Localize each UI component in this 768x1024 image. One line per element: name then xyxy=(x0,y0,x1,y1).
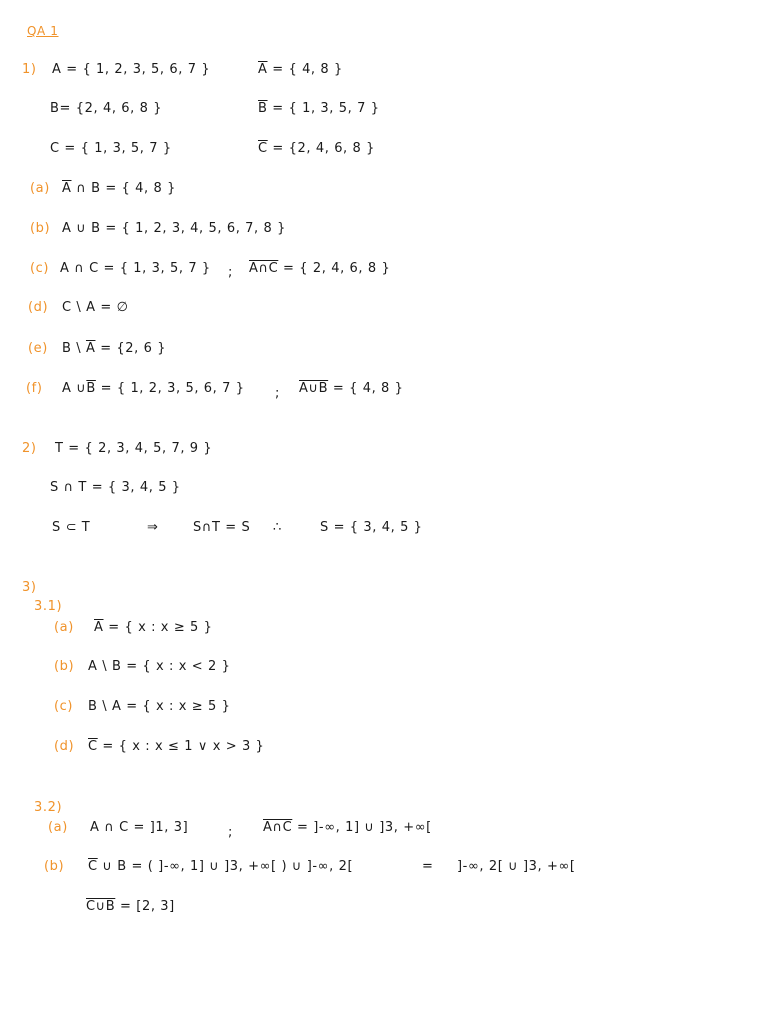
q3-1-part-c-label: (c) xyxy=(54,699,74,714)
question-1-number: 1) xyxy=(22,62,37,77)
set-t-definition: T = { 2, 3, 4, 5, 7, 9 } xyxy=(55,441,213,456)
q3-2-part-a-answer: A ∩ C = ]1, 3] xyxy=(90,820,189,835)
q3-subsection-2: 3.2) xyxy=(34,800,63,815)
set-b-complement xyxy=(258,101,380,117)
q3-1-part-d-answer xyxy=(88,739,264,755)
q1f-prefix: A ∪ xyxy=(62,381,87,396)
a-complement-value: = { 4, 8 } xyxy=(272,62,343,77)
q3-1-part-d-label: (d) xyxy=(54,739,75,754)
s-intersect-t: S ∩ T = { 3, 4, 5 } xyxy=(50,480,181,495)
q1-part-e-answer xyxy=(62,341,166,357)
q1-part-f-answer xyxy=(62,381,245,397)
set-c-complement xyxy=(258,141,375,157)
q1e-complement-symbol: $\overline{A}$ xyxy=(85,341,96,356)
q1c-complement-symbol: A∩C xyxy=(249,261,279,276)
q3-1-part-c-answer: B \ A = { x : x ≥ 5 } xyxy=(88,699,231,714)
q31d-complement-symbol: $\overline{C}$ xyxy=(88,739,98,754)
q1-part-d-answer: C \ A = ∅ xyxy=(62,300,129,315)
q1-part-c-complement xyxy=(249,261,390,277)
q3-1-part-b-answer: A \ B = { x : x < 2 } xyxy=(88,659,231,674)
q32a-complement-value: = ]-∞, 1] ∪ ]3, +∞[ xyxy=(297,820,432,835)
q3-2-part-b-complement xyxy=(86,899,175,915)
set-c-definition: C = { 1, 3, 5, 7 } xyxy=(50,141,172,156)
s-subset-t: S ⊂ T xyxy=(52,520,91,535)
q32b-expression: ∪ B = ( ]-∞, 1] ∪ ]3, +∞[ ) ∪ ]-∞, 2[ xyxy=(102,859,354,874)
q1f-result: = { 1, 2, 3, 5, 6, 7 } xyxy=(100,381,245,396)
set-s-result: S = { 3, 4, 5 } xyxy=(320,520,423,535)
q1-part-a-answer xyxy=(62,181,176,197)
q3-subsection-1: 3.1) xyxy=(34,599,63,614)
therefore-symbol: ∴ xyxy=(273,520,282,535)
q3-1-part-a-label: (a) xyxy=(54,620,74,635)
q32b-union-complement-value: = [2, 3] xyxy=(120,899,175,914)
q1-part-f-label: (f) xyxy=(26,381,43,396)
q31d-expression: = { x : x ≤ 1 ∨ x > 3 } xyxy=(102,739,265,754)
c-complement-value: = {2, 4, 6, 8 } xyxy=(272,141,375,156)
q3-2-part-b-label: (b) xyxy=(44,859,65,874)
q1f-complement-symbol: $\overline{B}$ xyxy=(86,381,96,396)
a-complement-symbol: $\overline{A}$ xyxy=(258,62,268,77)
q1-part-e-label: (e) xyxy=(28,341,48,356)
q3-2-part-b-equals: = xyxy=(422,859,434,874)
page-title: QA 1 xyxy=(27,24,59,38)
q1a-expression: ∩ B = { 4, 8 } xyxy=(76,181,176,196)
set-a-complement xyxy=(258,62,343,78)
q1f-union-complement-value: = { 4, 8 } xyxy=(332,381,404,396)
q32b-union-complement-symbol: C∪B xyxy=(86,899,116,914)
q1-part-f-complement xyxy=(299,381,404,397)
q3-1-part-a-answer xyxy=(94,620,213,636)
q1f-union-complement-symbol: A∪B xyxy=(299,381,329,396)
q3-2-part-b-answer xyxy=(88,859,353,875)
c-complement-symbol: $\overline{C}$ xyxy=(258,141,268,156)
q1-part-c-answer: A ∩ C = { 1, 3, 5, 7 } xyxy=(60,261,211,276)
q32b-complement-symbol: $\overline{C}$ xyxy=(88,859,98,874)
q1-part-d-label: (d) xyxy=(28,300,49,315)
q1a-complement-symbol: $\overline{A}$ xyxy=(62,181,72,196)
set-b-definition: B= {2, 4, 6, 8 } xyxy=(50,101,163,116)
q1-part-c-label: (c) xyxy=(30,261,50,276)
q1e-result: = {2, 6 } xyxy=(100,341,167,356)
question-2-number: 2) xyxy=(22,441,37,456)
q3-1-part-b-label: (b) xyxy=(54,659,75,674)
b-complement-value: = { 1, 3, 5, 7 } xyxy=(272,101,380,116)
q1e-prefix: B \ xyxy=(62,341,82,356)
q32a-complement-symbol: A∩C xyxy=(263,820,293,835)
s-intersect-t-equals-s: S∩T = S xyxy=(193,520,251,535)
q31a-expression: = { x : x ≥ 5 } xyxy=(108,620,213,635)
implies-symbol: ⇒ xyxy=(147,520,159,535)
q3-2-part-b-result: ]-∞, 2[ ∪ ]3, +∞[ xyxy=(457,859,576,874)
q3-2-part-a-separator: ; xyxy=(228,825,233,840)
b-complement-symbol: $\overline{B}$ xyxy=(258,101,268,116)
question-3-number: 3) xyxy=(22,580,37,595)
q1-part-b-label: (b) xyxy=(30,221,51,236)
q1-part-f-separator: ; xyxy=(275,386,280,401)
q3-2-part-a-label: (a) xyxy=(48,820,68,835)
set-a-definition: A = { 1, 2, 3, 5, 6, 7 } xyxy=(52,62,211,77)
q3-2-part-a-complement xyxy=(263,820,432,836)
q31a-complement-symbol: $\overline{A}$ xyxy=(94,620,104,635)
q1-part-b-answer: A ∪ B = { 1, 2, 3, 4, 5, 6, 7, 8 } xyxy=(62,221,286,236)
q1-part-a-label: (a) xyxy=(30,181,50,196)
q1-part-c-separator: ; xyxy=(228,265,233,280)
q1c-complement-value: = { 2, 4, 6, 8 } xyxy=(283,261,391,276)
